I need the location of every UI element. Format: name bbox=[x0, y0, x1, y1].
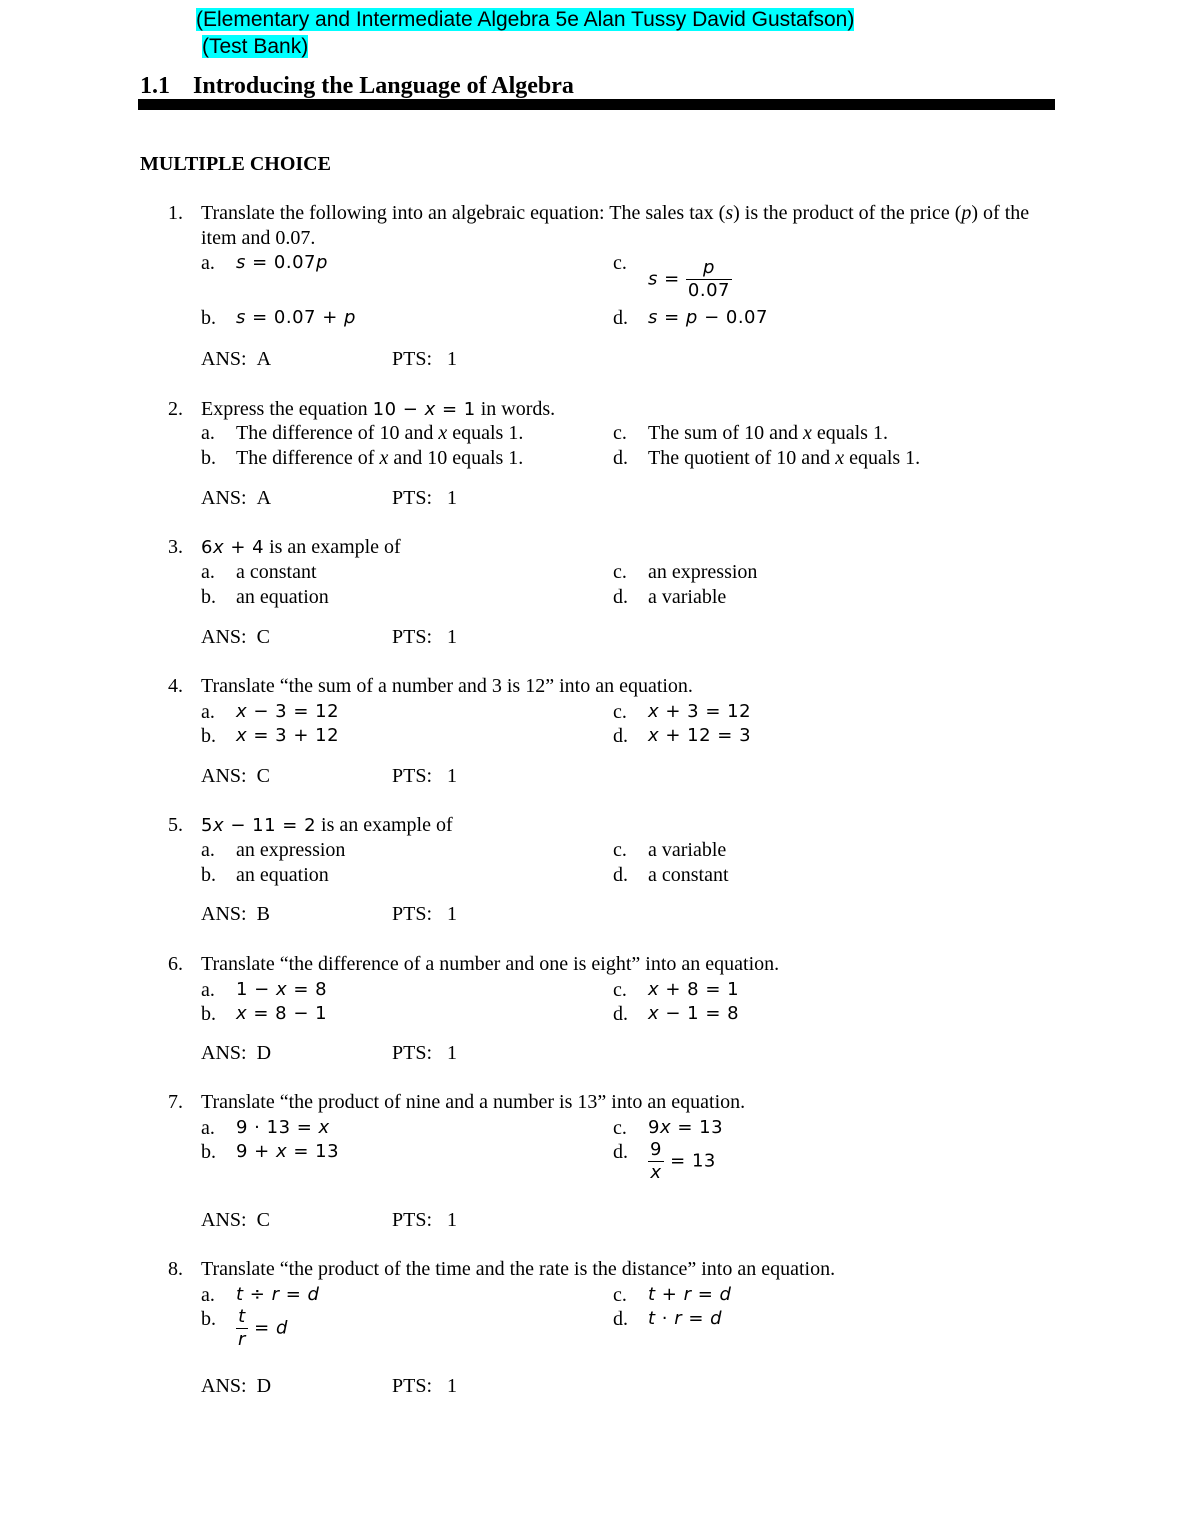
banner-line-2: (Test Bank) bbox=[202, 35, 309, 58]
section-title bbox=[140, 72, 574, 100]
question-stem: Translate the following into an algebraic equation: The sales tax (s) is the product of the price (p) of the item and 0.07. bbox=[201, 202, 1030, 249]
question-number: 8. bbox=[168, 1258, 183, 1280]
question-stem: 6x + 4 is an example of bbox=[201, 536, 401, 558]
points: PTS: 1 bbox=[392, 348, 458, 370]
points: PTS: 1 bbox=[392, 1042, 458, 1064]
document-banner bbox=[196, 6, 854, 60]
answer: ANS: D bbox=[201, 1375, 272, 1397]
question-number: 7. bbox=[168, 1091, 183, 1113]
points: PTS: 1 bbox=[392, 1375, 458, 1397]
question-stem: Express the equation 10 − x = 1 in words. bbox=[201, 398, 556, 420]
banner-line-1: (Elementary and Intermediate Algebra 5e Alan Tussy David Gustafson) bbox=[196, 8, 855, 31]
section-name: Introducing the Language of Algebra bbox=[193, 73, 574, 99]
question-stem: Translate “the difference of a number and one is eight” into an equation. bbox=[201, 953, 780, 975]
question-stem: Translate “the product of nine and a number is 13” into an equation. bbox=[201, 1091, 746, 1113]
answer: ANS: A bbox=[201, 348, 272, 370]
answer: ANS: C bbox=[201, 1209, 270, 1231]
answer: ANS: A bbox=[201, 487, 272, 509]
question-number: 6. bbox=[168, 953, 183, 975]
question-number: 4. bbox=[168, 675, 183, 697]
answer: ANS: C bbox=[201, 765, 270, 787]
points: PTS: 1 bbox=[392, 626, 458, 648]
points: PTS: 1 bbox=[392, 903, 458, 925]
question-stem: 5x − 11 = 2 is an example of bbox=[201, 814, 453, 836]
multiple-choice-heading: MULTIPLE CHOICE bbox=[140, 153, 331, 175]
answer: ANS: C bbox=[201, 626, 270, 648]
section-number: 1.1 bbox=[140, 73, 170, 99]
question-number: 3. bbox=[168, 536, 183, 558]
question-number: 2. bbox=[168, 398, 183, 420]
answer: ANS: B bbox=[201, 903, 270, 925]
section-rule bbox=[138, 99, 1055, 110]
answer: ANS: D bbox=[201, 1042, 272, 1064]
question-number: 5. bbox=[168, 814, 183, 836]
points: PTS: 1 bbox=[392, 765, 458, 787]
points: PTS: 1 bbox=[392, 1209, 458, 1231]
question-number: 1. bbox=[168, 202, 183, 224]
question-stem: Translate “the sum of a number and 3 is 12” into an equation. bbox=[201, 675, 693, 697]
points: PTS: 1 bbox=[392, 487, 458, 509]
question-stem: Translate “the product of the time and the rate is the distance” into an equation. bbox=[201, 1258, 836, 1280]
